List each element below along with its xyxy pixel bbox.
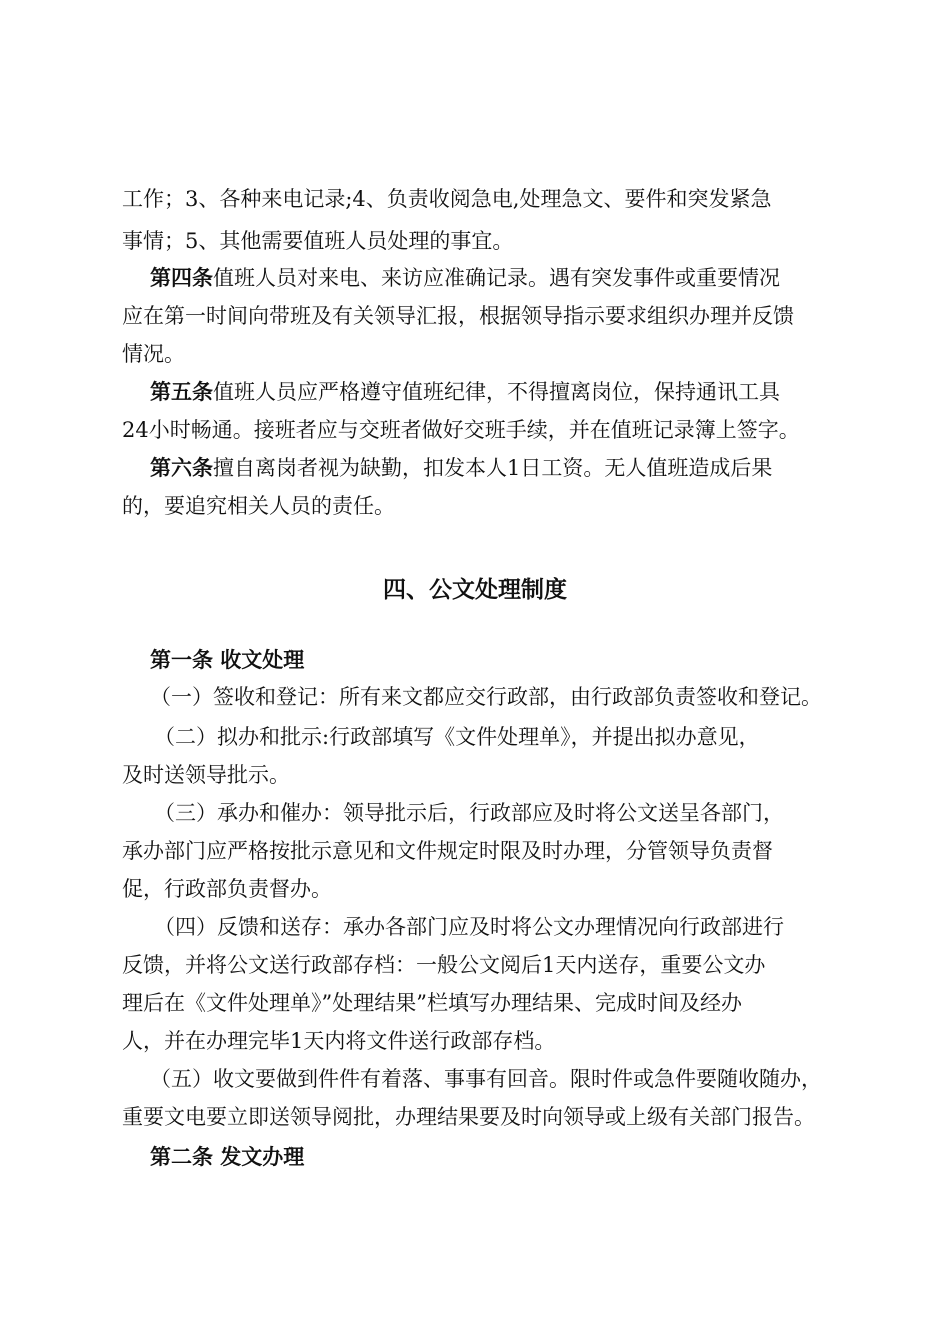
article-6-line [150,458,772,479]
article-6-text: 擅自离岗者视为缺勤，扣发本人1日工资。无人值班造成后果 [213,456,773,480]
subsection-heading: 第二条 发文办理 [150,1145,305,1169]
paragraph-line: 及时送领导批示。 [122,763,290,787]
paragraph-line: 理后在《文件处理单》”处理结果”栏填写办理结果、完成时间及经办 [122,991,742,1015]
article-4-text: 值班人员对来电、来访应准确记录。遇有突发事件或重要情况 [213,266,780,290]
paragraph-line: 的，要追究相关人员的责任。 [122,494,395,518]
list-item: （二）拟办和批示:行政部填写《文件处理单》，并提出拟办意见， [154,725,760,749]
article-5-label: 第五条 [150,380,213,404]
subsection-heading: 第一条 收文处理 [150,648,305,672]
paragraph-line: 应在第一时间向带班及有关领导汇报，根据领导指示要求组织办理并反馈 [122,304,794,328]
paragraph-line: 反馈，并将公文送行政部存档：一般公文阅后1天内送存，重要公文办 [122,953,766,977]
list-item: （四）反馈和送存：承办各部门应及时将公文办理情况向行政部进行 [154,915,784,939]
paragraph-line: 24小时畅通。接班者应与交班者做好交班手续，并在值班记录簿上签字。 [122,418,800,442]
list-item: （一）签收和登记：所有来文都应交行政部，由行政部负责签收和登记。 [150,685,822,709]
paragraph-line: 情况。 [122,342,185,366]
article-4-line [150,268,780,289]
section-heading: 四、公文处理制度 [383,577,567,603]
paragraph-line: 重要文电要立即送领导阅批，办理结果要及时向领导或上级有关部门报告。 [122,1105,815,1129]
list-item: （五）收文要做到件件有着落、事事有回音。限时件或急件要随收随办， [150,1067,822,1091]
article-6-label: 第六条 [150,456,213,480]
article-5-line [150,382,780,403]
paragraph-line: 工作；3、各种来电记录;4、负责收阅急电,处理急文、要件和突发紧急 [122,187,772,211]
paragraph-line: 事情；5、其他需要值班人员处理的事宜。 [122,229,514,253]
paragraph-line: 人，并在办理完毕1天内将文件送行政部存档。 [122,1029,556,1053]
article-5-text: 值班人员应严格遵守值班纪律，不得擅离岗位，保持通讯工具 [213,380,780,404]
article-4-label: 第四条 [150,266,213,290]
paragraph-line: 促，行政部负责督办。 [122,877,332,901]
paragraph-line: 承办部门应严格按批示意见和文件规定时限及时办理，分管领导负责督 [122,839,773,863]
list-item: （三）承办和催办：领导批示后，行政部应及时将公文送呈各部门， [154,801,784,825]
